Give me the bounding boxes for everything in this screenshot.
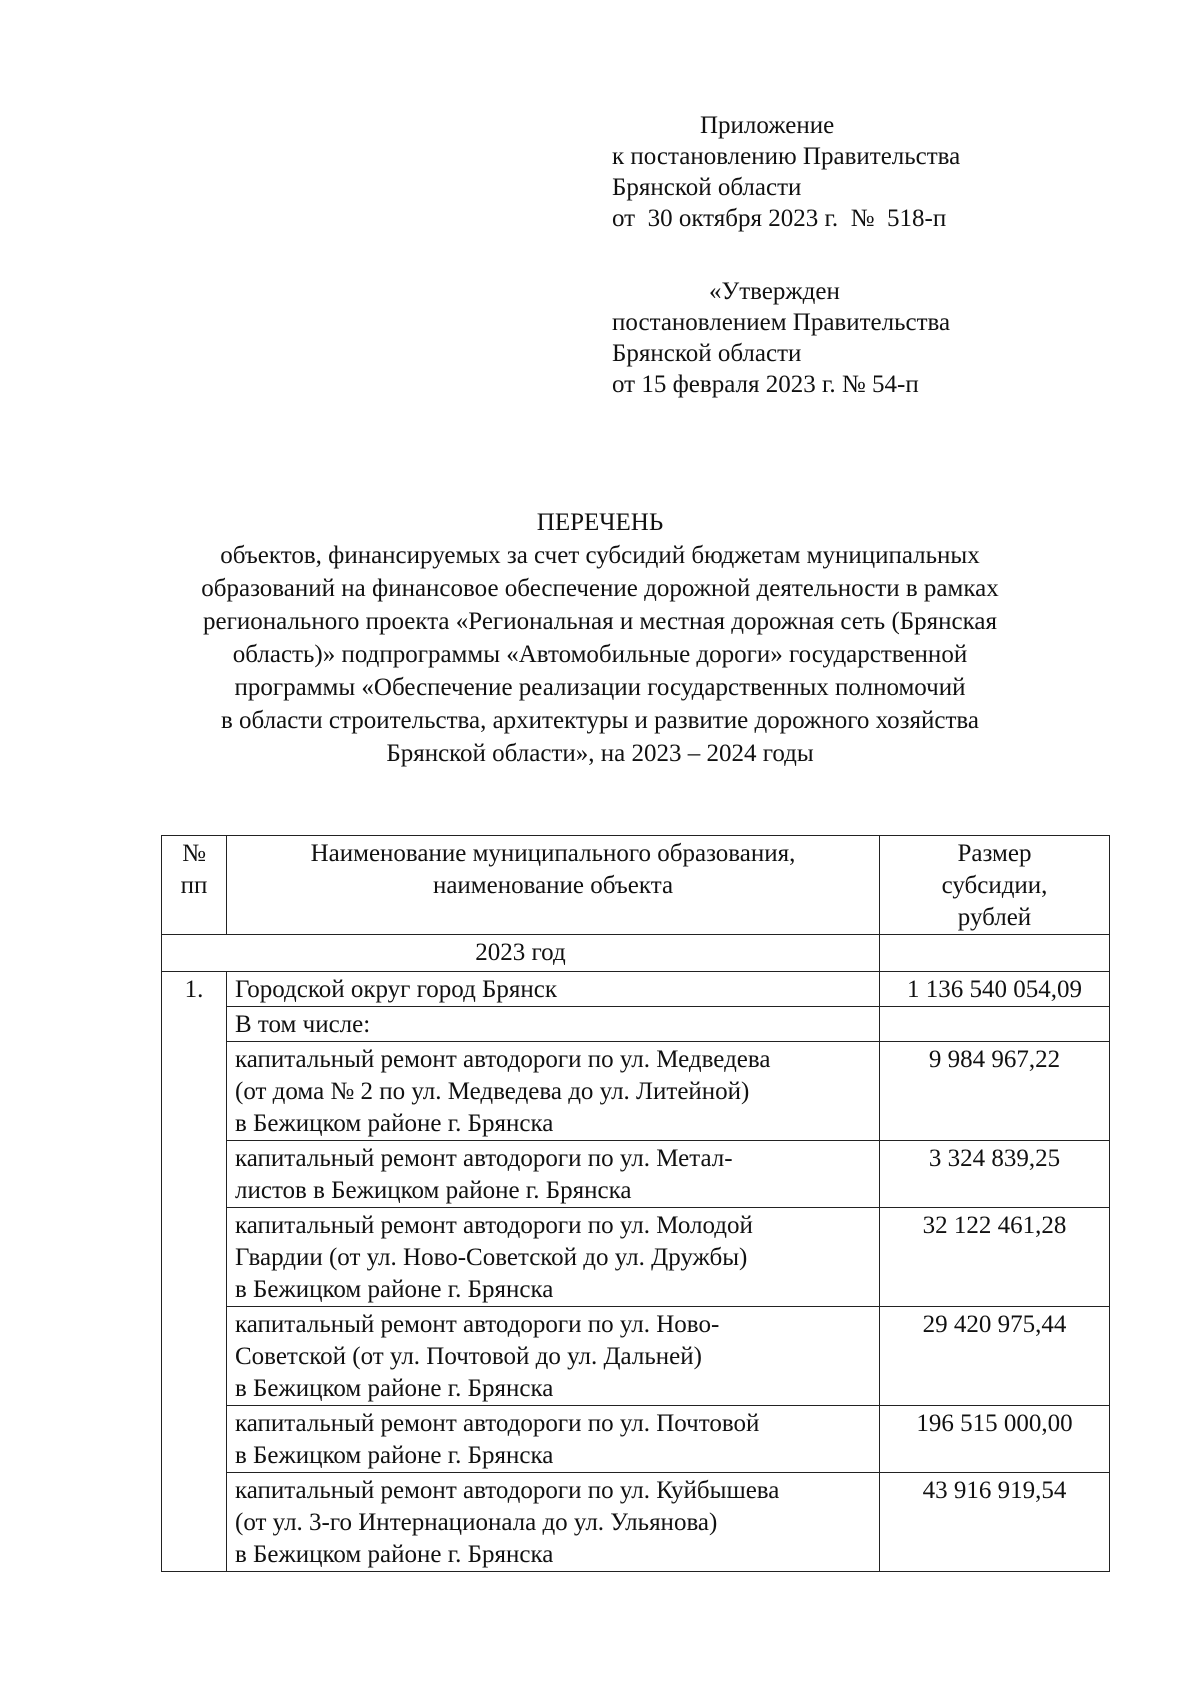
object-name-line: капитальный ремонт автодороги по ул. Молодой [235, 1212, 753, 1239]
object-name [227, 1473, 880, 1572]
header-amount [880, 836, 1110, 935]
row-number-empty [162, 1307, 227, 1406]
object-name-line: Гвардии (от ул. Ново-Советской до ул. Дружбы) [235, 1244, 748, 1271]
approval-block [612, 276, 950, 400]
header-num [162, 836, 227, 935]
object-amount: 43 916 919,54 [880, 1473, 1110, 1572]
row-number-empty [162, 1406, 227, 1473]
approval-line: Брянской области [612, 340, 802, 367]
table-row [162, 1473, 1110, 1572]
annex-block [612, 110, 960, 234]
header-amount-line: Размер [957, 840, 1032, 867]
table-row [162, 1141, 1110, 1208]
year-label: 2023 год [162, 935, 880, 972]
object-name [227, 1141, 880, 1208]
heading-line: Брянской области», на 2023 – 2024 годы [386, 740, 814, 767]
header-name-line: Наименование муниципального образования, [310, 840, 796, 867]
header-amount-line: субсидии, [941, 872, 1048, 899]
heading-line: образований на финансовое обеспечение дорожной деятельности в рамках [201, 575, 999, 602]
object-name [227, 1042, 880, 1141]
year-amount-cell [880, 935, 1110, 972]
object-name-line: в Бежицком районе г. Брянска [235, 1375, 554, 1402]
heading-line: регионального проекта «Региональная и местная дорожная сеть (Брянская [203, 608, 997, 635]
object-name [227, 1208, 880, 1307]
table-row [162, 1307, 1110, 1406]
annex-line: к постановлению Правительства [612, 143, 961, 170]
row-number-empty [162, 1007, 227, 1042]
header-num-line: пп [180, 872, 208, 899]
object-name [227, 1406, 880, 1473]
municipality-amount: 1 136 540 054,09 [880, 972, 1110, 1007]
subsidy-table [161, 835, 1110, 1572]
annex-line: от 30 октября 2023 г. № 518-п [612, 205, 947, 232]
heading-line: в области строительства, архитектуры и развитие дорожного хозяйства [221, 707, 979, 734]
document-title: ПЕРЕЧЕНЬ [536, 509, 664, 536]
annex-line: Брянской области [612, 174, 802, 201]
table-row [162, 1208, 1110, 1307]
object-name-line: (от ул. 3-го Интернационала до ул. Ульянова) [235, 1509, 718, 1536]
row-number-empty [162, 1473, 227, 1572]
table-header-row [162, 836, 1110, 935]
object-name-line: в Бежицком районе г. Брянска [235, 1110, 554, 1137]
object-name-line: (от дома № 2 по ул. Медведева до ул. Литейной) [235, 1078, 750, 1105]
row-number-empty [162, 1042, 227, 1141]
object-name-line: в Бежицком районе г. Брянска [235, 1541, 554, 1568]
object-name-line: листов в Бежицком районе г. Брянска [235, 1177, 632, 1204]
table-row [162, 1007, 1110, 1042]
object-name-line: капитальный ремонт автодороги по ул. Куйбышева [235, 1477, 780, 1504]
object-name-line: в Бежицком районе г. Брянска [235, 1442, 554, 1469]
heading-line: объектов, финансируемых за счет субсидий бюджетам муниципальных [220, 542, 980, 569]
annex-line: Приложение [700, 112, 835, 139]
object-amount: 196 515 000,00 [880, 1406, 1110, 1473]
object-amount: 3 324 839,25 [880, 1141, 1110, 1208]
approval-line: «Утвержден [709, 278, 840, 305]
header-amount-line: рублей [957, 904, 1032, 931]
object-name-line: Советской (от ул. Почтовой до ул. Дальней) [235, 1343, 702, 1370]
object-amount: 29 420 975,44 [880, 1307, 1110, 1406]
object-name-line: капитальный ремонт автодороги по ул. Почтовой [235, 1410, 760, 1437]
object-name-line: капитальный ремонт автодороги по ул. Метал- [235, 1145, 733, 1172]
header-num-line: № [182, 840, 206, 867]
object-name [227, 1307, 880, 1406]
row-amount-empty [880, 1007, 1110, 1042]
row-number-empty [162, 1141, 227, 1208]
including-label: В том числе: [227, 1007, 880, 1042]
table-row [162, 1406, 1110, 1473]
approval-line: постановлением Правительства [612, 309, 951, 336]
object-name-line: в Бежицком районе г. Брянска [235, 1276, 554, 1303]
header-name [227, 836, 880, 935]
table-row [162, 1042, 1110, 1141]
row-number: 1. [162, 972, 227, 1007]
row-number-empty [162, 1208, 227, 1307]
approval-line: от 15 февраля 2023 г. № 54-п [612, 371, 919, 398]
header-name-line: наименование объекта [432, 872, 674, 899]
heading-line: область)» подпрограммы «Автомобильные дороги» государственной [232, 641, 968, 668]
year-row [162, 935, 1110, 972]
municipality-name: Городской округ город Брянск [227, 972, 880, 1007]
heading-line: программы «Обеспечение реализации государственных полномочий [234, 674, 966, 701]
table-row [162, 972, 1110, 1007]
document-heading [100, 506, 1100, 770]
object-name-line: капитальный ремонт автодороги по ул. Медведева [235, 1046, 771, 1073]
object-amount: 9 984 967,22 [880, 1042, 1110, 1141]
object-name-line: капитальный ремонт автодороги по ул. Ново- [235, 1311, 720, 1338]
object-amount: 32 122 461,28 [880, 1208, 1110, 1307]
